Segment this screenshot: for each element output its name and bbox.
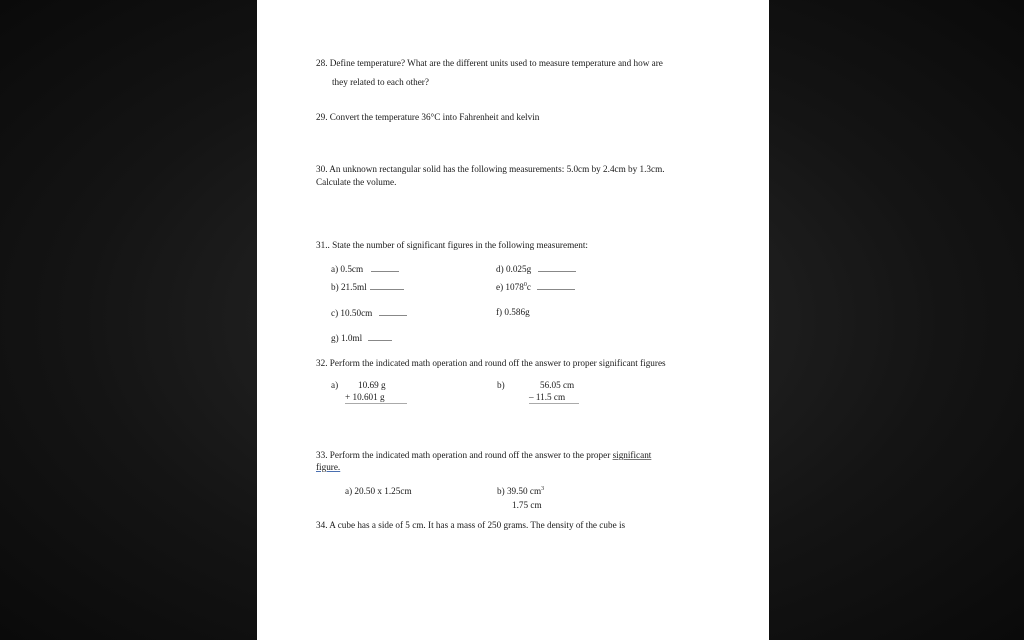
question-30-line-2: Calculate the volume. bbox=[316, 177, 397, 187]
item-e-unit: c bbox=[526, 282, 531, 292]
question-32-text: 32. Perform the indicated math operation and round off the answer to proper significant figures bbox=[316, 358, 666, 368]
item-b-cubed: 3 bbox=[541, 485, 545, 492]
question-32-a-bottom: + 10.601 g bbox=[345, 392, 385, 402]
question-33-item-a: a) 20.50 x 1.25cm bbox=[345, 486, 412, 496]
answer-blank-g bbox=[368, 332, 392, 341]
question-32-a-top: 10.69 g bbox=[358, 380, 386, 390]
question-32-b-label: b) bbox=[497, 380, 505, 390]
question-33-figure-word: figure. bbox=[316, 462, 341, 472]
question-33-line-2 bbox=[316, 462, 340, 473]
question-31-item-b bbox=[331, 281, 404, 293]
item-e-degree: 0 bbox=[523, 281, 527, 288]
question-32-prompt bbox=[316, 358, 666, 369]
question-31-item-a bbox=[331, 263, 399, 275]
item-c-text: c) 10.50cm bbox=[331, 308, 373, 318]
question-29: 29. Convert the temperature 36°C into Fahrenheit and kelvin bbox=[316, 112, 540, 122]
answer-blank-e bbox=[537, 281, 575, 290]
item-a-text: a) 0.5cm bbox=[331, 264, 364, 274]
document-page bbox=[257, 0, 769, 640]
question-32-b-bottom: – 11.5 cm bbox=[529, 392, 566, 402]
item-e-text: e) 1078 bbox=[496, 282, 524, 292]
item-b-numerator-text: b) 39.50 cm bbox=[497, 486, 542, 496]
question-33-text: 33. Perform the indicated math operation and round off the answer to the proper bbox=[316, 450, 613, 460]
question-28-line-1: 28. Define temperature? What are the different units used to measure temperature and how are bbox=[316, 58, 663, 68]
question-33-item-b-numerator bbox=[497, 486, 544, 497]
question-30-line-1: 30. An unknown rectangular solid has the following measurements: 5.0cm by 2.4cm by 1.3cm. bbox=[316, 164, 665, 174]
question-31-item-c bbox=[331, 307, 407, 319]
question-31-item-e bbox=[496, 281, 575, 293]
question-31-prompt: 31.. State the number of significant figures in the following measurement: bbox=[316, 240, 588, 250]
question-32-b-rule bbox=[529, 403, 579, 404]
question-32-a-rule bbox=[345, 403, 407, 404]
item-d-text: d) 0.025g bbox=[496, 264, 532, 274]
answer-blank-a bbox=[371, 263, 399, 272]
item-g-text: g) 1.0ml bbox=[331, 333, 363, 343]
question-32-b-top: 56.05 cm bbox=[540, 380, 575, 390]
question-28-line-2: they related to each other? bbox=[332, 77, 429, 87]
question-33-item-b-denominator: 1.75 cm bbox=[512, 500, 542, 510]
answer-blank-b bbox=[370, 281, 404, 290]
answer-blank-d bbox=[538, 263, 576, 272]
question-31-item-f: f) 0.586g bbox=[496, 307, 530, 317]
question-33-significant-word: significant bbox=[612, 450, 652, 460]
question-33-line-1 bbox=[316, 450, 651, 461]
item-b-text: b) 21.5ml bbox=[331, 282, 367, 292]
answer-blank-c bbox=[379, 307, 407, 316]
question-32-a-label: a) bbox=[331, 380, 339, 390]
question-31-item-d bbox=[496, 263, 576, 275]
question-34: 34. A cube has a side of 5 cm. It has a mass of 250 grams. The density of the cube is bbox=[316, 520, 626, 530]
question-31-item-g bbox=[331, 332, 392, 344]
